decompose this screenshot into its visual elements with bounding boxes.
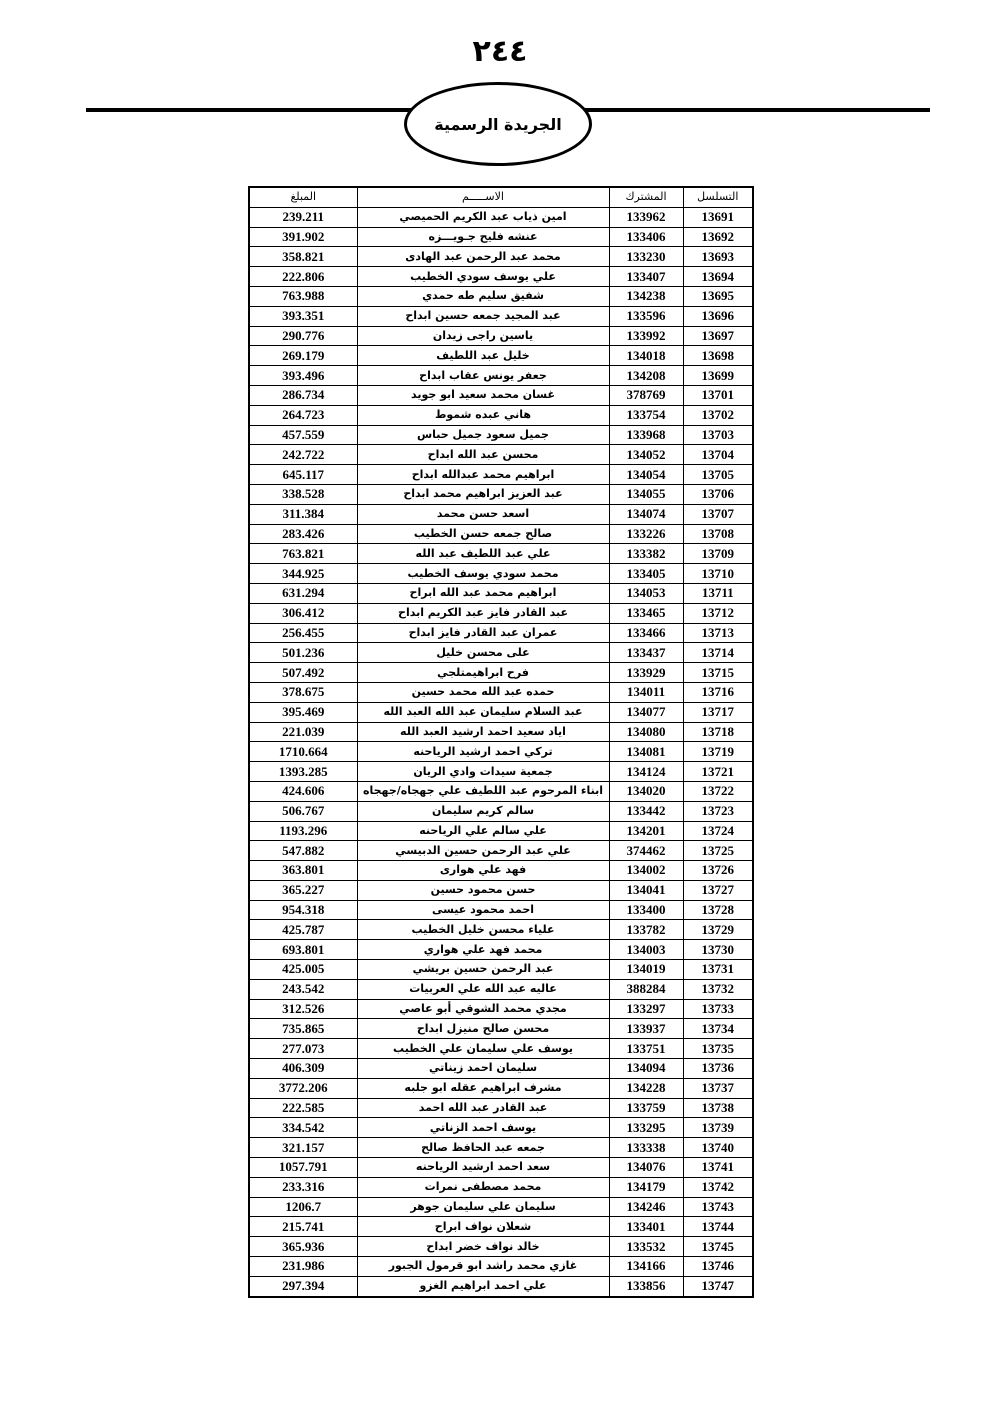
table-row — [249, 1098, 753, 1118]
table-row — [249, 267, 753, 287]
name-cell: جميل سعود جميل حباس — [357, 425, 609, 445]
name-cell: فهد علي هوارى — [357, 861, 609, 881]
amount-cell: 1393.285 — [249, 762, 357, 782]
table-row — [249, 247, 753, 267]
amount-cell: 424.606 — [249, 781, 357, 801]
serial-cell: 13718 — [683, 722, 753, 742]
table-row — [249, 1118, 753, 1138]
subscriber-cell: 133406 — [609, 227, 683, 247]
amount-cell: 365.936 — [249, 1237, 357, 1257]
table-row — [249, 564, 753, 584]
serial-cell: 13722 — [683, 781, 753, 801]
table-row — [249, 623, 753, 643]
name-cell: عمران عبد القادر فايز ابداح — [357, 623, 609, 643]
subscriber-cell: 133532 — [609, 1237, 683, 1257]
table-row — [249, 821, 753, 841]
table-row — [249, 861, 753, 881]
amount-cell: 735.865 — [249, 1019, 357, 1039]
subscriber-cell: 133596 — [609, 306, 683, 326]
amount-cell: 221.039 — [249, 722, 357, 742]
amount-cell: 256.455 — [249, 623, 357, 643]
amount-cell: 338.528 — [249, 484, 357, 504]
table-row — [249, 841, 753, 861]
name-cell: محمد مصطفى نمرات — [357, 1177, 609, 1197]
serial-cell: 13724 — [683, 821, 753, 841]
subscriber-cell: 133382 — [609, 544, 683, 564]
amount-cell: 406.309 — [249, 1059, 357, 1079]
table-row — [249, 920, 753, 940]
serial-cell: 13697 — [683, 326, 753, 346]
name-cell: جمعه عبد الحافظ صالح — [357, 1138, 609, 1158]
serial-cell: 13731 — [683, 960, 753, 980]
name-cell: عاليه عبد الله علي العربيات — [357, 979, 609, 999]
serial-cell: 13742 — [683, 1177, 753, 1197]
serial-cell: 13746 — [683, 1257, 753, 1277]
table-row — [249, 940, 753, 960]
table-row — [249, 1257, 753, 1277]
table-row — [249, 286, 753, 306]
serial-cell: 13741 — [683, 1158, 753, 1178]
amount-cell: 264.723 — [249, 405, 357, 425]
amount-cell: 395.469 — [249, 702, 357, 722]
name-cell: عنشه فليح جـويـــزه — [357, 227, 609, 247]
table-row — [249, 682, 753, 702]
table-row — [249, 979, 753, 999]
name-cell: شفيق سليم طه حمدي — [357, 286, 609, 306]
table-row — [249, 425, 753, 445]
serial-cell: 13733 — [683, 999, 753, 1019]
amount-cell: 277.073 — [249, 1039, 357, 1059]
subscriber-cell: 134179 — [609, 1177, 683, 1197]
serial-cell: 13710 — [683, 564, 753, 584]
table-row — [249, 385, 753, 405]
serial-cell: 13695 — [683, 286, 753, 306]
table-row — [249, 1039, 753, 1059]
serial-cell: 13711 — [683, 583, 753, 603]
table-row — [249, 326, 753, 346]
name-cell: حسن محمود حسين — [357, 880, 609, 900]
name-cell: عبد القادر عبد الله احمد — [357, 1098, 609, 1118]
name-cell: خالد نواف خضر ابداح — [357, 1237, 609, 1257]
serial-cell: 13701 — [683, 385, 753, 405]
header-amount: المبلغ — [249, 187, 357, 207]
serial-cell: 13738 — [683, 1098, 753, 1118]
serial-cell: 13694 — [683, 267, 753, 287]
table-row — [249, 781, 753, 801]
name-cell: جعفر يونس عقاب ابداح — [357, 366, 609, 386]
name-cell: علي سالم علي الرياحنه — [357, 821, 609, 841]
name-cell: احمد محمود عيسى — [357, 900, 609, 920]
table-row — [249, 1197, 753, 1217]
name-cell: محمد سودي يوسف الخطيب — [357, 564, 609, 584]
subscriber-cell: 388284 — [609, 979, 683, 999]
table-row — [249, 306, 753, 326]
serial-cell: 13691 — [683, 207, 753, 227]
subscriber-cell: 133401 — [609, 1217, 683, 1237]
subscriber-cell: 133751 — [609, 1039, 683, 1059]
amount-cell: 3772.206 — [249, 1078, 357, 1098]
amount-cell: 290.776 — [249, 326, 357, 346]
subscriber-cell: 134228 — [609, 1078, 683, 1098]
subscriber-cell: 134019 — [609, 960, 683, 980]
subscriber-cell: 133400 — [609, 900, 683, 920]
name-cell: علي يوسف سودي الخطيب — [357, 267, 609, 287]
amount-cell: 393.351 — [249, 306, 357, 326]
serial-cell: 13716 — [683, 682, 753, 702]
amount-cell: 1710.664 — [249, 742, 357, 762]
subscriber-cell: 134077 — [609, 702, 683, 722]
subscriber-cell: 133295 — [609, 1118, 683, 1138]
name-cell: ابناء المرحوم عبد اللطيف علي جهجاه/جهجاه — [357, 781, 609, 801]
serial-cell: 13707 — [683, 504, 753, 524]
table-row — [249, 1276, 753, 1296]
serial-cell: 13705 — [683, 465, 753, 485]
amount-cell: 763.988 — [249, 286, 357, 306]
name-cell: على محسن خليل — [357, 643, 609, 663]
name-cell: سليمان علي سليمان جوهر — [357, 1197, 609, 1217]
subscriber-cell: 134124 — [609, 762, 683, 782]
serial-cell: 13708 — [683, 524, 753, 544]
header-name: الاســـــم — [357, 187, 609, 207]
table-row — [249, 1237, 753, 1257]
serial-cell: 13698 — [683, 346, 753, 366]
subscriber-cell: 134052 — [609, 445, 683, 465]
amount-cell: 344.925 — [249, 564, 357, 584]
name-cell: صالح جمعه حسن الخطيب — [357, 524, 609, 544]
subscriber-cell: 134208 — [609, 366, 683, 386]
amount-cell: 306.412 — [249, 603, 357, 623]
table-header-row — [249, 187, 753, 207]
serial-cell: 13703 — [683, 425, 753, 445]
serial-cell: 13692 — [683, 227, 753, 247]
amount-cell: 631.294 — [249, 583, 357, 603]
header-serial: التسلسل — [683, 187, 753, 207]
name-cell: ياسين راجى زيدان — [357, 326, 609, 346]
name-cell: علي عبد الرحمن حسين الدبيسي — [357, 841, 609, 861]
table-row — [249, 465, 753, 485]
serial-cell: 13726 — [683, 861, 753, 881]
name-cell: غازي محمد راشد ابو قرمول الجبور — [357, 1257, 609, 1277]
amount-cell: 547.882 — [249, 841, 357, 861]
amount-cell: 954.318 — [249, 900, 357, 920]
table-row — [249, 346, 753, 366]
serial-cell: 13713 — [683, 623, 753, 643]
table-row — [249, 762, 753, 782]
amount-cell: 222.585 — [249, 1098, 357, 1118]
amount-cell: 425.005 — [249, 960, 357, 980]
subscriber-amounts-table — [248, 186, 754, 1298]
serial-cell: 13702 — [683, 405, 753, 425]
subscriber-cell: 134041 — [609, 880, 683, 900]
serial-cell: 13712 — [683, 603, 753, 623]
table-row — [249, 504, 753, 524]
subscriber-cell: 134246 — [609, 1197, 683, 1217]
subscriber-cell: 134201 — [609, 821, 683, 841]
amount-cell: 286.734 — [249, 385, 357, 405]
amount-cell: 391.902 — [249, 227, 357, 247]
amount-cell: 425.787 — [249, 920, 357, 940]
name-cell: علي عبد اللطيف عبد الله — [357, 544, 609, 564]
amount-cell: 233.316 — [249, 1177, 357, 1197]
amount-cell: 312.526 — [249, 999, 357, 1019]
amount-cell: 365.227 — [249, 880, 357, 900]
name-cell: عبد الرحمن حسين بريشي — [357, 960, 609, 980]
amount-cell: 693.801 — [249, 940, 357, 960]
serial-cell: 13709 — [683, 544, 753, 564]
subscriber-cell: 133226 — [609, 524, 683, 544]
subscriber-cell: 133405 — [609, 564, 683, 584]
amount-cell: 297.394 — [249, 1276, 357, 1296]
name-cell: اياد سعيد احمد ارشيد العبد الله — [357, 722, 609, 742]
amount-cell: 242.722 — [249, 445, 357, 465]
subscriber-cell: 133968 — [609, 425, 683, 445]
subscriber-cell: 133992 — [609, 326, 683, 346]
amount-cell: 311.384 — [249, 504, 357, 524]
publication-title: الجريدة الرسمية — [434, 114, 562, 134]
name-cell: عبد العزيز ابراهيم محمد ابداح — [357, 484, 609, 504]
amount-cell: 1193.296 — [249, 821, 357, 841]
name-cell: محسن عبد الله ابداح — [357, 445, 609, 465]
subscriber-cell: 134020 — [609, 781, 683, 801]
name-cell: غسان محمد سعيد ابو جويد — [357, 385, 609, 405]
serial-cell: 13736 — [683, 1059, 753, 1079]
serial-cell: 13699 — [683, 366, 753, 386]
name-cell: علياء محسن خليل الخطيب — [357, 920, 609, 940]
table-row — [249, 544, 753, 564]
subscriber-cell: 134054 — [609, 465, 683, 485]
amount-cell: 363.801 — [249, 861, 357, 881]
table-row — [249, 366, 753, 386]
name-cell: محمد عبد الرحمن عبد الهادى — [357, 247, 609, 267]
table-row — [249, 1217, 753, 1237]
name-cell: مشرف ابراهيم عقله ابو جلبه — [357, 1078, 609, 1098]
serial-cell: 13714 — [683, 643, 753, 663]
serial-cell: 13693 — [683, 247, 753, 267]
subscriber-cell: 133937 — [609, 1019, 683, 1039]
name-cell: سعد احمد ارشيد الرياحنه — [357, 1158, 609, 1178]
table-row — [249, 445, 753, 465]
serial-cell: 13744 — [683, 1217, 753, 1237]
serial-cell: 13745 — [683, 1237, 753, 1257]
name-cell: تركي احمد ارشيد الرياحنه — [357, 742, 609, 762]
name-cell: ابراهيم محمد عبد الله ابراح — [357, 583, 609, 603]
amount-cell: 378.675 — [249, 682, 357, 702]
name-cell: علي احمد ابراهيم الغزو — [357, 1276, 609, 1296]
name-cell: امين ذياب عبد الكريم الحميصي — [357, 207, 609, 227]
table-row — [249, 1158, 753, 1178]
subscriber-cell: 134094 — [609, 1059, 683, 1079]
subscriber-cell: 374462 — [609, 841, 683, 861]
serial-cell: 13735 — [683, 1039, 753, 1059]
subscriber-cell: 133856 — [609, 1276, 683, 1296]
amount-cell: 1206.7 — [249, 1197, 357, 1217]
subscriber-cell: 134011 — [609, 682, 683, 702]
serial-cell: 13717 — [683, 702, 753, 722]
subscriber-cell: 134076 — [609, 1158, 683, 1178]
subscriber-cell: 133230 — [609, 247, 683, 267]
serial-cell: 13747 — [683, 1276, 753, 1296]
table-row — [249, 702, 753, 722]
amount-cell: 321.157 — [249, 1138, 357, 1158]
serial-cell: 13739 — [683, 1118, 753, 1138]
serial-cell: 13704 — [683, 445, 753, 465]
serial-cell: 13719 — [683, 742, 753, 762]
subscriber-cell: 133465 — [609, 603, 683, 623]
subscriber-cell: 134074 — [609, 504, 683, 524]
subscriber-cell: 134002 — [609, 861, 683, 881]
amount-cell: 334.542 — [249, 1118, 357, 1138]
serial-cell: 13696 — [683, 306, 753, 326]
amount-cell: 283.426 — [249, 524, 357, 544]
serial-cell: 13740 — [683, 1138, 753, 1158]
serial-cell: 13727 — [683, 880, 753, 900]
table-row — [249, 900, 753, 920]
serial-cell: 13743 — [683, 1197, 753, 1217]
serial-cell: 13721 — [683, 762, 753, 782]
amount-cell: 501.236 — [249, 643, 357, 663]
subscriber-cell: 133759 — [609, 1098, 683, 1118]
table-row — [249, 663, 753, 683]
table-row — [249, 405, 753, 425]
table-row — [249, 999, 753, 1019]
amount-cell: 1057.791 — [249, 1158, 357, 1178]
subscriber-cell: 133962 — [609, 207, 683, 227]
subscriber-cell: 133407 — [609, 267, 683, 287]
serial-cell: 13732 — [683, 979, 753, 999]
serial-cell: 13737 — [683, 1078, 753, 1098]
subscriber-cell: 134081 — [609, 742, 683, 762]
subscriber-cell: 134080 — [609, 722, 683, 742]
name-cell: اسعد حسن محمد — [357, 504, 609, 524]
table-row — [249, 1059, 753, 1079]
amount-cell: 645.117 — [249, 465, 357, 485]
subscriber-cell: 133782 — [609, 920, 683, 940]
header-subscriber: المشترك — [609, 187, 683, 207]
amount-cell: 393.496 — [249, 366, 357, 386]
amount-cell: 222.806 — [249, 267, 357, 287]
table-row — [249, 880, 753, 900]
publication-title-oval — [404, 82, 592, 166]
serial-cell: 13706 — [683, 484, 753, 504]
serial-cell: 13730 — [683, 940, 753, 960]
subscriber-cell: 134166 — [609, 1257, 683, 1277]
subscriber-cell: 133754 — [609, 405, 683, 425]
name-cell: عبد السلام سليمان عبد الله العبد الله — [357, 702, 609, 722]
subscriber-cell: 133437 — [609, 643, 683, 663]
page-number: ٢٤٤ — [472, 34, 528, 69]
name-cell: محسن صالح منيزل ابداح — [357, 1019, 609, 1039]
serial-cell: 13715 — [683, 663, 753, 683]
serial-cell: 13734 — [683, 1019, 753, 1039]
table-row — [249, 484, 753, 504]
amount-cell: 243.542 — [249, 979, 357, 999]
serial-cell: 13723 — [683, 801, 753, 821]
name-cell: عبد القادر فايز عبد الكريم ابداح — [357, 603, 609, 623]
amount-cell: 269.179 — [249, 346, 357, 366]
table-row — [249, 742, 753, 762]
table-row — [249, 1078, 753, 1098]
table-row — [249, 722, 753, 742]
name-cell: سليمان احمد زيناتي — [357, 1059, 609, 1079]
subscriber-cell: 134055 — [609, 484, 683, 504]
subscriber-cell: 133929 — [609, 663, 683, 683]
name-cell: خليل عبد اللطيف — [357, 346, 609, 366]
name-cell: مجدي محمد الشوقي أبو عاصي — [357, 999, 609, 1019]
amount-cell: 215.741 — [249, 1217, 357, 1237]
subscriber-cell: 134053 — [609, 583, 683, 603]
table-row — [249, 524, 753, 544]
name-cell: جمعية سيدات وادي الريان — [357, 762, 609, 782]
amount-cell: 239.211 — [249, 207, 357, 227]
name-cell: يوسف علي سليمان علي الخطيب — [357, 1039, 609, 1059]
table-row — [249, 643, 753, 663]
subscriber-cell: 134003 — [609, 940, 683, 960]
subscriber-cell: 133466 — [609, 623, 683, 643]
name-cell: سالم كريم سليمان — [357, 801, 609, 821]
subscriber-cell: 133297 — [609, 999, 683, 1019]
table-row — [249, 583, 753, 603]
name-cell: حمده عبد الله محمد حسين — [357, 682, 609, 702]
table-row — [249, 207, 753, 227]
table-row — [249, 960, 753, 980]
amount-cell: 506.767 — [249, 801, 357, 821]
amount-cell: 231.986 — [249, 1257, 357, 1277]
subscriber-cell: 134238 — [609, 286, 683, 306]
subscriber-cell: 134018 — [609, 346, 683, 366]
amount-cell: 763.821 — [249, 544, 357, 564]
serial-cell: 13728 — [683, 900, 753, 920]
name-cell: هاني عبده شموط — [357, 405, 609, 425]
subscriber-cell: 378769 — [609, 385, 683, 405]
amount-cell: 358.821 — [249, 247, 357, 267]
table-body — [249, 207, 753, 1296]
subscriber-cell: 133442 — [609, 801, 683, 821]
table-row — [249, 603, 753, 623]
serial-cell: 13729 — [683, 920, 753, 940]
name-cell: ابراهيم محمد عبدالله ابداح — [357, 465, 609, 485]
table-row — [249, 1177, 753, 1197]
amount-cell: 507.492 — [249, 663, 357, 683]
table-row — [249, 801, 753, 821]
serial-cell: 13725 — [683, 841, 753, 861]
subscriber-cell: 133338 — [609, 1138, 683, 1158]
name-cell: شعلان نواف ابراح — [357, 1217, 609, 1237]
table-row — [249, 1138, 753, 1158]
table-row — [249, 1019, 753, 1039]
name-cell: محمد فهد علي هواري — [357, 940, 609, 960]
name-cell: عبد المجيد جمعه حسين ابداح — [357, 306, 609, 326]
amount-cell: 457.559 — [249, 425, 357, 445]
name-cell: يوسف احمد الزناتي — [357, 1118, 609, 1138]
name-cell: فرح ابراهيمتلجي — [357, 663, 609, 683]
table-row — [249, 227, 753, 247]
